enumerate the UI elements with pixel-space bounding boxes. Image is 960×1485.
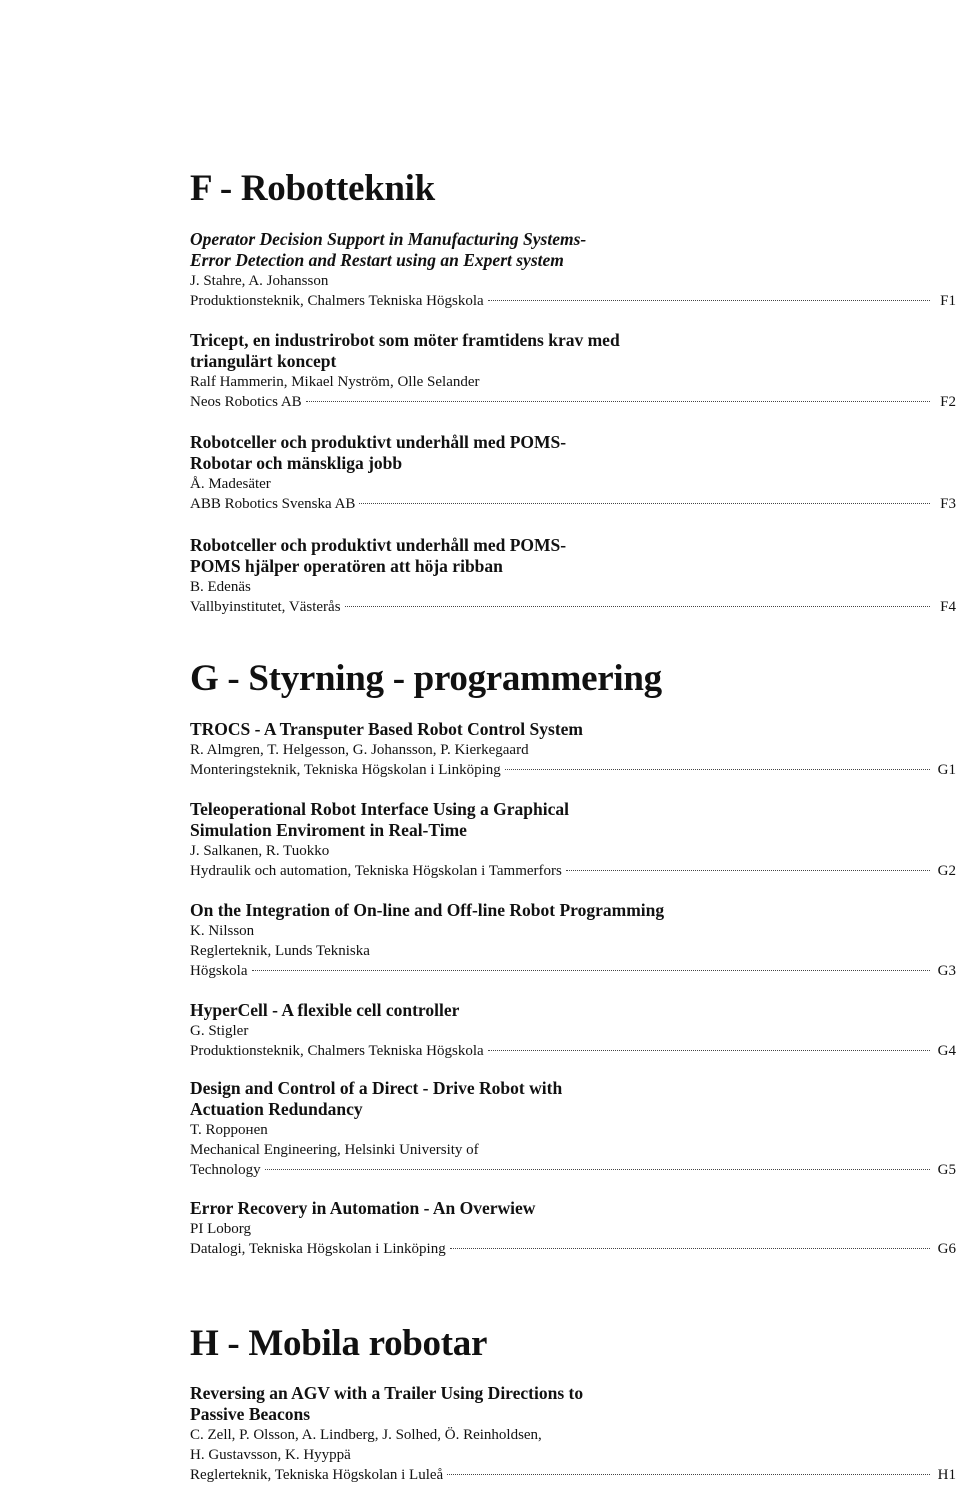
page-number: F2 bbox=[940, 394, 956, 410]
entry-title: triangulärt koncept bbox=[190, 351, 337, 371]
entry-authors: PІ Loborg bbox=[190, 1221, 251, 1237]
page-number: G6 bbox=[937, 1241, 956, 1257]
entry-affiliation-row bbox=[190, 1160, 956, 1180]
dot-leader bbox=[505, 768, 930, 770]
section-h bbox=[190, 1325, 956, 1362]
toc-entry bbox=[190, 1000, 956, 1061]
entry-title: Teleoperational Robot Interface Using a Graphical bbox=[190, 799, 569, 819]
entry-title: Simulation Enviroment in Real-Time bbox=[190, 820, 467, 840]
entry-title: Error Detection and Restart using an Expert system bbox=[190, 250, 564, 270]
entry-title: Reversing an AGV with a Trailer Using Directions to bbox=[190, 1383, 584, 1403]
entry-affiliation: Produktionsteknik, Chalmers Tekniska Högskola bbox=[190, 293, 484, 309]
entry-affiliation-row bbox=[190, 1239, 956, 1259]
entry-affiliation: Vallbyinstitutet, Västerås bbox=[190, 599, 341, 615]
entry-authors: Ralf Hammerin, Mikael Nyström, Olle Selander bbox=[190, 374, 480, 390]
dot-leader bbox=[345, 605, 930, 607]
entry-affiliation-row bbox=[190, 1465, 956, 1485]
entry-title: Tricept, en industrirobot som möter framtidens krav med bbox=[190, 330, 620, 350]
entry-affiliation-line: Mechanical Engineering, Helsinki University of bbox=[190, 1142, 479, 1158]
entry-affiliation: Produktionsteknik, Chalmers Tekniska Högskola bbox=[190, 1043, 484, 1059]
entry-authors: G. Stigler bbox=[190, 1023, 249, 1039]
entry-affiliation: Neos Robotics AB bbox=[190, 394, 302, 410]
page-number: H1 bbox=[937, 1467, 956, 1483]
entry-affiliation: Datalogi, Tekniska Högskolan i Linköping bbox=[190, 1241, 446, 1257]
page-number: G1 bbox=[937, 762, 956, 778]
section-g bbox=[190, 660, 956, 697]
entry-title: HyperCell - A flexible cell controller bbox=[190, 1000, 460, 1020]
entry-authors: T. Roppонen bbox=[190, 1122, 268, 1138]
entry-affiliation: ABB Robotics Svenska AB bbox=[190, 496, 356, 512]
page-number: G5 bbox=[937, 1162, 956, 1178]
dot-leader bbox=[450, 1247, 930, 1249]
entry-affiliation-row bbox=[190, 392, 956, 412]
entry-affiliation: Monteringsteknik, Tekniska Högskolan i Linköping bbox=[190, 762, 501, 778]
entry-affiliation: Reglerteknik, Tekniska Högskolan i Luleå bbox=[190, 1467, 444, 1483]
dot-leader bbox=[359, 502, 930, 504]
entry-affiliation-line: Reglerteknik, Lunds Tekniska bbox=[190, 943, 370, 959]
toc-entry bbox=[190, 799, 956, 881]
entry-affiliation: Högskola bbox=[190, 963, 248, 979]
entry-title: Robotceller och produktivt underhåll med POMS- bbox=[190, 535, 567, 555]
page-number: G2 bbox=[937, 863, 956, 879]
dot-leader bbox=[488, 1049, 930, 1051]
document-page bbox=[190, 0, 956, 1484]
toc-entry bbox=[190, 229, 956, 311]
dot-leader bbox=[447, 1473, 930, 1475]
page-number: G4 bbox=[937, 1043, 956, 1059]
dot-leader bbox=[306, 400, 930, 402]
toc-entry bbox=[190, 1078, 956, 1180]
entry-title: Actuation Redundancy bbox=[190, 1099, 363, 1119]
entry-authors: R. Almgren, T. Helgesson, G. Johansson, P. Kierkegaard bbox=[190, 742, 529, 758]
toc-entry bbox=[190, 432, 956, 514]
section-heading: G - Styrning - programmering bbox=[190, 658, 662, 699]
page-number: F3 bbox=[940, 496, 956, 512]
entry-affiliation: Hydraulik och automation, Tekniska Högskolan i Tammerfors bbox=[190, 863, 562, 879]
entry-title: Robotar och mänskliga jobb bbox=[190, 453, 403, 473]
entry-authors: Å. Madesäter bbox=[190, 476, 271, 492]
entry-title: POMS hjälper operatören att höja ribban bbox=[190, 556, 503, 576]
entry-title: Operator Decision Support in Manufacturing Systems- bbox=[190, 229, 587, 249]
page-number: G3 bbox=[937, 963, 956, 979]
entry-authors: K. Nilsson bbox=[190, 923, 255, 939]
toc-entry bbox=[190, 719, 956, 780]
toc-entry bbox=[190, 535, 956, 617]
entry-affiliation-row bbox=[190, 961, 956, 981]
section-heading: F - Robotteknik bbox=[190, 168, 435, 209]
entry-title: Passive Beacons bbox=[190, 1404, 311, 1424]
entry-affiliation-row bbox=[190, 861, 956, 881]
toc-entry bbox=[190, 330, 956, 412]
entry-affiliation-row bbox=[190, 760, 956, 780]
entry-title: Error Recovery in Automation - An Overwiew bbox=[190, 1198, 536, 1218]
dot-leader bbox=[265, 1168, 930, 1170]
entry-title: TROCS - A Transputer Based Robot Control System bbox=[190, 719, 583, 739]
entry-title: Robotceller och produktivt underhåll med POMS- bbox=[190, 432, 567, 452]
toc-entry bbox=[190, 900, 956, 981]
page-number: F4 bbox=[940, 599, 956, 615]
dot-leader bbox=[252, 969, 931, 971]
entry-authors: B. Edenäs bbox=[190, 579, 251, 595]
entry-authors: H. Gustavsson, K. Hyyppä bbox=[190, 1447, 351, 1463]
entry-affiliation-row bbox=[190, 291, 956, 311]
entry-title: Design and Control of a Direct - Drive Robot with bbox=[190, 1078, 563, 1098]
entry-affiliation: Technology bbox=[190, 1162, 261, 1178]
section-f bbox=[190, 170, 956, 207]
toc-entry bbox=[190, 1383, 956, 1485]
entry-authors: C. Zell, P. Olsson, A. Lindberg, J. Solhed, Ö. Reinholdsen, bbox=[190, 1427, 542, 1443]
section-heading: H - Mobila robotar bbox=[190, 1323, 488, 1364]
entry-authors: J. Stahre, A. Johansson bbox=[190, 273, 329, 289]
entry-affiliation-row bbox=[190, 597, 956, 617]
dot-leader bbox=[566, 869, 930, 871]
entry-authors: J. Salkanen, R. Tuokko bbox=[190, 843, 330, 859]
entry-affiliation-row bbox=[190, 1041, 956, 1061]
entry-affiliation-row bbox=[190, 494, 956, 514]
page-number: F1 bbox=[940, 293, 956, 309]
toc-entry bbox=[190, 1198, 956, 1259]
dot-leader bbox=[488, 299, 930, 301]
entry-title: On the Integration of On-line and Off-line Robot Programming bbox=[190, 900, 665, 920]
